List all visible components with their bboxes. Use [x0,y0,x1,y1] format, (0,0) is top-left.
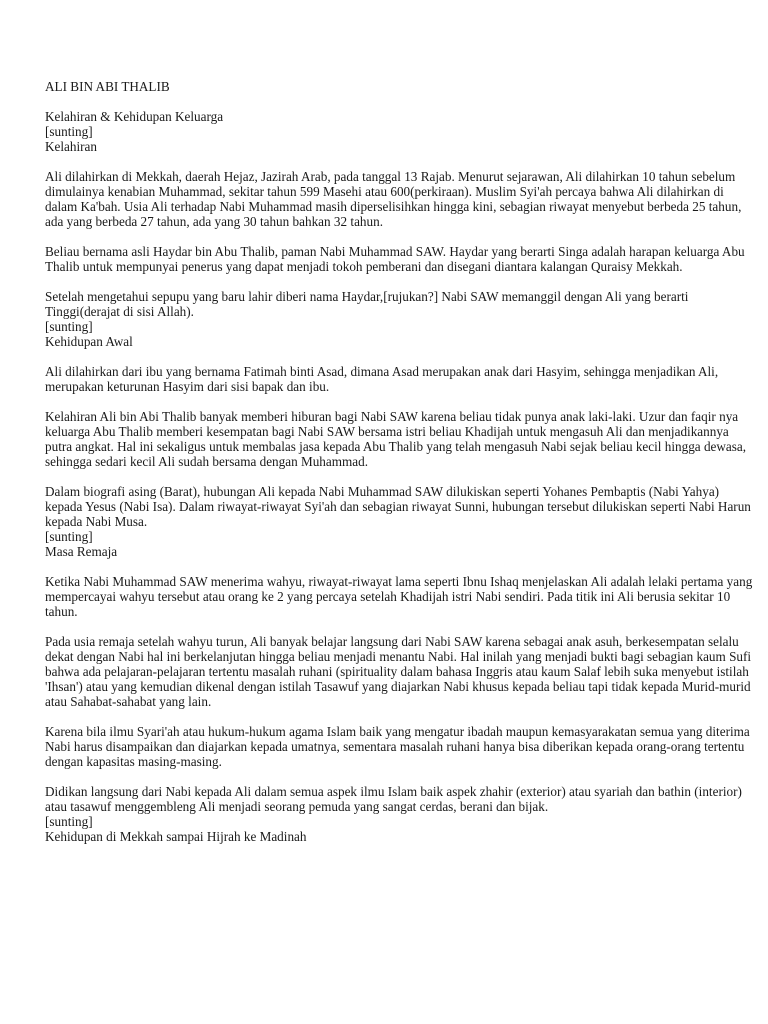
subheading-kehidupan-awal: Kehidupan Awal [45,334,133,349]
paragraph-birth: Ali dilahirkan di Mekkah, daerah Hejaz, Jazirah Arab, pada tanggal 13 Rajab. Menurut sejarawan, Ali dilahirkan 10 tahun sebelum dimulainya kenabian Muhammad, sekitar tahun 599 Masehi atau 600(perkiraan). Muslim Syi'ah percaya bahwa Ali dilahirkan di dalam Ka'bah. Usia Ali terhadap Nabi Muhammad masih diperselisihkan hingga kini, sebagian riwayat menyebut berbeda 25 tahun, ada yang berbeda 27 tahun, ada yang 30 tahun bahkan 32 tahun. [45,169,745,229]
paragraph-sharia: Karena bila ilmu Syari'ah atau hukum-hukum agama Islam baik yang mengatur ibadah maupun kemasyarakatan semua yang diterima Nabi harus disampaikan dan diajarkan kepada umatnya, sementara masalah ruhani hanya bisa diberikan kepada orang-orang tertentu dengan kapasitas masing-masing. [45,724,754,769]
paragraph-name: Beliau bernama asli Haydar bin Abu Thalib, paman Nabi Muhammad SAW. Haydar yang berarti Singa adalah harapan keluarga Abu Thalib untuk mempunyai penerus yang dapat menjadi tokoh pemberani dan disegani diantara kalangan Quraisy Mekkah. [45,244,748,274]
paragraph-name-ali: Setelah mengetahui sepupu yang baru lahir diberi nama Haydar,[rujukan?] Nabi SAW memanggil dengan Ali yang berarti Tinggi(derajat di sisi Allah). [45,289,692,319]
paragraph-youth: Pada usia remaja setelah wahyu turun, Ali banyak belajar langsung dari Nabi SAW karena sebagai anak asuh, berkesempatan selalu dekat dengan Nabi hal ini berkelanjutan hingga beliau menjadi menantu Nabi. Hal inilah yang menjadi bukti bagi sebagian kaum Sufi bahwa ada pelajaran-pelajaran tertentu masalah ruhani (spirituality dalam bahasa Inggris atau kaum Salaf lebih suka menyebut istilah 'Ihsan') atau yang kemudian dikenal dengan istilah Tasawuf yang diajarkan Nabi khusus kepada beliau tapi tidak kepada Murid-murid atau Sahabat-sahabat yang lain. [45,634,755,709]
edit-link: [sunting] [45,319,93,334]
paragraph-mother: Ali dilahirkan dari ibu yang bernama Fatimah binti Asad, dimana Asad merupakan anak dari Hasyim, sehingga menjadikan Ali, merupakan keturunan Hasyim dari sisi bapak dan ibu. [45,364,722,394]
paragraph-education: Didikan langsung dari Nabi kepada Ali dalam semua aspek ilmu Islam baik aspek zhahir (exterior) atau syariah dan bathin (interior) atau tasawuf menggembleng Ali menjadi seorang pemuda yang sangat cerdas, berani dan bijak. [45,784,746,814]
paragraph-adoption: Kelahiran Ali bin Abi Thalib banyak memberi hiburan bagi Nabi SAW karena beliau tidak punya anak laki-laki. Uzur dan faqir nya keluarga Abu Thalib memberi kesempatan bagi Nabi SAW bersama istri beliau Khadijah untuk mengasuh Ali dan menjadikannya putra angkat. Hal ini sekaligus untuk membalas jasa kepada Abu Thalib yang telah mengasuh Nabi sejak beliau kecil hingga dewasa, sehingga sedari kecil Ali sudah bersama dengan Muhammad. [45,409,750,469]
document-title: ALI BIN ABI THALIB [45,79,170,94]
section-heading-kelahiran-keluarga: Kelahiran & Kehidupan Keluarga [45,109,224,124]
paragraph-biography: Dalam biografi asing (Barat), hubungan Ali kepada Nabi Muhammad SAW dilukiskan seperti Yohanes Pembaptis (Nabi Yahya) kepada Yesus (Nabi Isa). Dalam riwayat-riwayat Syi'ah dan sebagian riwayat Sunni, hubungan tersebut dilukiskan seperti Nabi Harun kepada Nabi Musa. [45,484,755,529]
document-page [45,79,755,844]
edit-link: [sunting] [45,814,93,829]
subheading-mekkah-madinah: Kehidupan di Mekkah sampai Hijrah ke Madinah [45,829,307,844]
subheading-kelahiran: Kelahiran [45,139,97,154]
subheading-masa-remaja: Masa Remaja [45,544,118,559]
edit-link: [sunting] [45,124,93,139]
edit-link: [sunting] [45,529,93,544]
paragraph-revelation: Ketika Nabi Muhammad SAW menerima wahyu, riwayat-riwayat lama seperti Ibnu Ishaq menjelaskan Ali adalah lelaki pertama yang mempercayai wahyu tersebut atau orang ke 2 yang percaya setelah Khadijah istri Nabi sendiri. Pada titik ini Ali berusia sekitar 10 tahun. [45,574,756,619]
